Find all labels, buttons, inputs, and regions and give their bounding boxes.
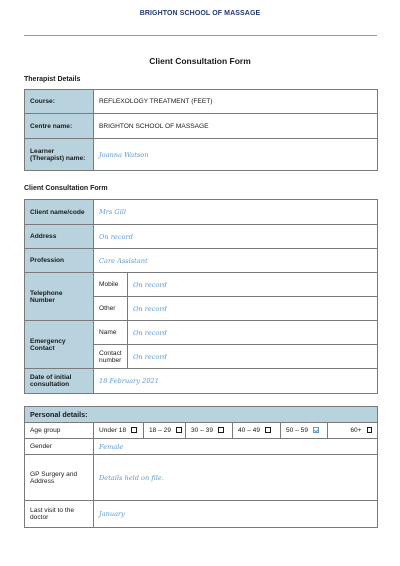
checkbox-icon[interactable] (313, 427, 319, 433)
age-option-30-39[interactable] (186, 423, 233, 439)
age-option-label: 50 – 59 (286, 427, 308, 434)
learner-name-value[interactable]: Joanna Watson (94, 139, 378, 171)
emergency-name-value[interactable]: On record (128, 321, 378, 345)
mobile-label: Mobile (94, 273, 128, 297)
age-option-label: 60+ (350, 427, 362, 434)
checkbox-icon[interactable] (131, 427, 137, 433)
address-value[interactable]: On record (94, 225, 378, 249)
profession-label: Profession (25, 249, 94, 273)
age-option-label: Under 18 (99, 427, 127, 434)
checkbox-icon[interactable] (218, 427, 224, 433)
age-option-18-29[interactable] (144, 423, 186, 439)
gp-surgery-value[interactable]: Details held on file. (94, 455, 378, 501)
age-option-40-49[interactable] (233, 423, 281, 439)
age-option-60-plus[interactable] (328, 423, 378, 439)
gender-label: Gender (25, 439, 94, 455)
centre-name-value[interactable]: BRIGHTON SCHOOL OF MASSAGE (94, 114, 378, 139)
checkbox-icon[interactable] (367, 427, 373, 433)
therapist-details-table (24, 89, 378, 171)
personal-details-heading: Personal details: (25, 407, 378, 423)
last-doctor-visit-label: Last visit to the doctor (25, 501, 94, 528)
emergency-number-value[interactable]: On record (128, 345, 378, 369)
course-label: Course: (25, 90, 94, 114)
age-option-under-18[interactable] (94, 423, 144, 439)
form-title: Client Consultation Form (149, 56, 251, 66)
emergency-number-label: Contact number (94, 345, 128, 369)
header-divider (24, 35, 377, 36)
personal-details-table (24, 406, 378, 528)
client-consultation-table (24, 199, 378, 394)
client-consultation-heading: Client Consultation Form (24, 185, 108, 192)
age-option-label: 18 – 29 (149, 427, 171, 434)
last-doctor-visit-value[interactable]: January (94, 501, 378, 528)
mobile-value[interactable]: On record (128, 273, 378, 297)
centre-name-label: Centre name: (25, 114, 94, 139)
profession-value[interactable]: Care Assistant (94, 249, 378, 273)
gender-value[interactable]: Female (94, 439, 378, 455)
address-label: Address (25, 225, 94, 249)
course-value[interactable]: REFLEXOLOGY TREATMENT (FEET) (94, 90, 378, 114)
other-phone-value[interactable]: On record (128, 297, 378, 321)
initial-consultation-date-value[interactable]: 18 February 2021 (94, 369, 378, 394)
other-phone-label: Other (94, 297, 128, 321)
emergency-contact-label: Emergency Contact (25, 321, 94, 369)
client-name-value[interactable]: Mrs Gill (94, 200, 378, 225)
checkbox-icon[interactable] (265, 427, 271, 433)
initial-consultation-date-label: Date of initial consultation (25, 369, 94, 394)
client-name-label: Client name/code (25, 200, 94, 225)
school-name-header: BRIGHTON SCHOOL OF MASSAGE (139, 10, 261, 17)
age-group-label: Age group (25, 423, 94, 439)
checkbox-icon[interactable] (176, 427, 182, 433)
gp-surgery-label: GP Surgery and Address (25, 455, 94, 501)
telephone-label: Telephone Number (25, 273, 94, 321)
age-option-label: 30 – 39 (191, 427, 213, 434)
therapist-details-heading: Therapist Details (24, 76, 81, 83)
learner-name-label: Learner (Therapist) name: (25, 139, 94, 171)
emergency-name-label: Name (94, 321, 128, 345)
age-option-50-59[interactable] (281, 423, 328, 439)
age-option-label: 40 – 49 (238, 427, 260, 434)
